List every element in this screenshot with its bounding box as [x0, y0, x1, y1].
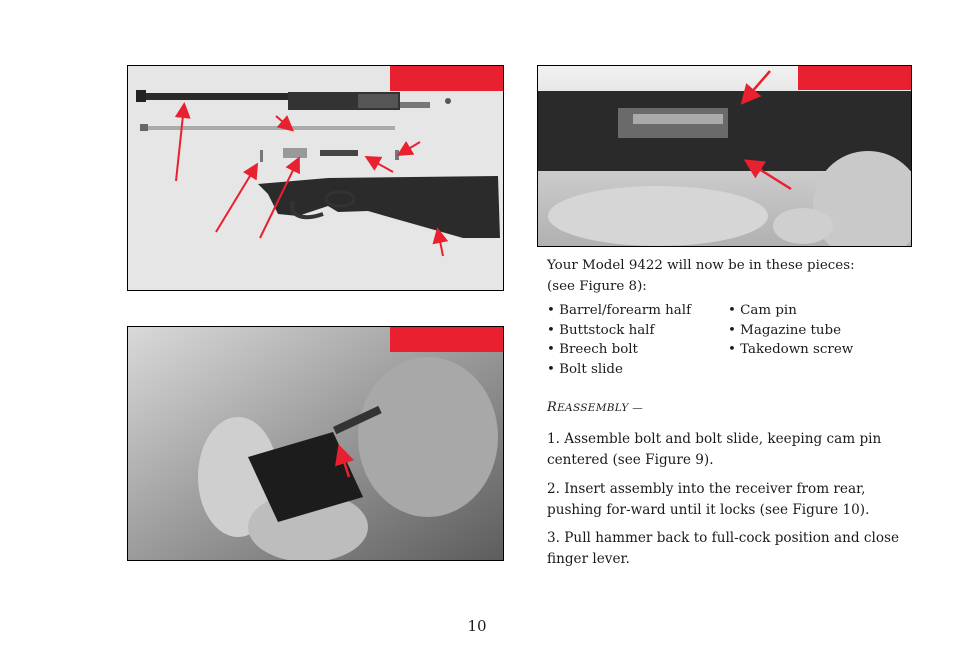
list-item: • Barrel/forearm half — [547, 303, 692, 318]
reassembly-step-2: 2. Insert assembly into the receiver from rear, pushing for-ward until it locks (see Figure 10). — [547, 481, 870, 518]
intro-line-2: (see Figure 8): — [547, 279, 647, 294]
reassembly-step-3: 3. Pull hammer back to full-cock position and close finger lever. — [547, 530, 900, 567]
heading-initial: R — [547, 400, 558, 415]
figure-9-bolt-assembly-photo — [127, 326, 504, 561]
heading-rest: EASSEMBLY — — [557, 402, 644, 414]
bolt-assembly-illustration — [128, 327, 504, 561]
page-number: 10 — [467, 617, 487, 635]
pieces-list — [547, 301, 908, 379]
figure-8-red-tab — [390, 66, 503, 91]
list-item: • Bolt slide — [547, 361, 623, 377]
list-item: • Buttstock half — [547, 322, 655, 338]
list-item: • Breech bolt — [547, 342, 638, 357]
reassembly-step-1: 1. Assemble bolt and bolt slide, keeping cam pin centered (see Figure 9). — [547, 431, 882, 468]
figure-9-red-tab — [390, 327, 503, 352]
figure-8-disassembled-rifle — [127, 65, 504, 291]
figure-10-red-tab — [798, 66, 911, 90]
receiver-insertion-illustration — [538, 66, 912, 247]
reassembly-heading — [547, 400, 643, 415]
figure-10-receiver-photo — [537, 65, 912, 247]
intro-line-1: Your Model 9422 will now be in these pieces: — [547, 258, 855, 273]
list-item: • Cam pin — [728, 303, 797, 318]
list-item: • Takedown screw — [728, 342, 854, 357]
rifle-parts-illustration — [128, 66, 504, 291]
list-item: • Magazine tube — [728, 322, 842, 338]
